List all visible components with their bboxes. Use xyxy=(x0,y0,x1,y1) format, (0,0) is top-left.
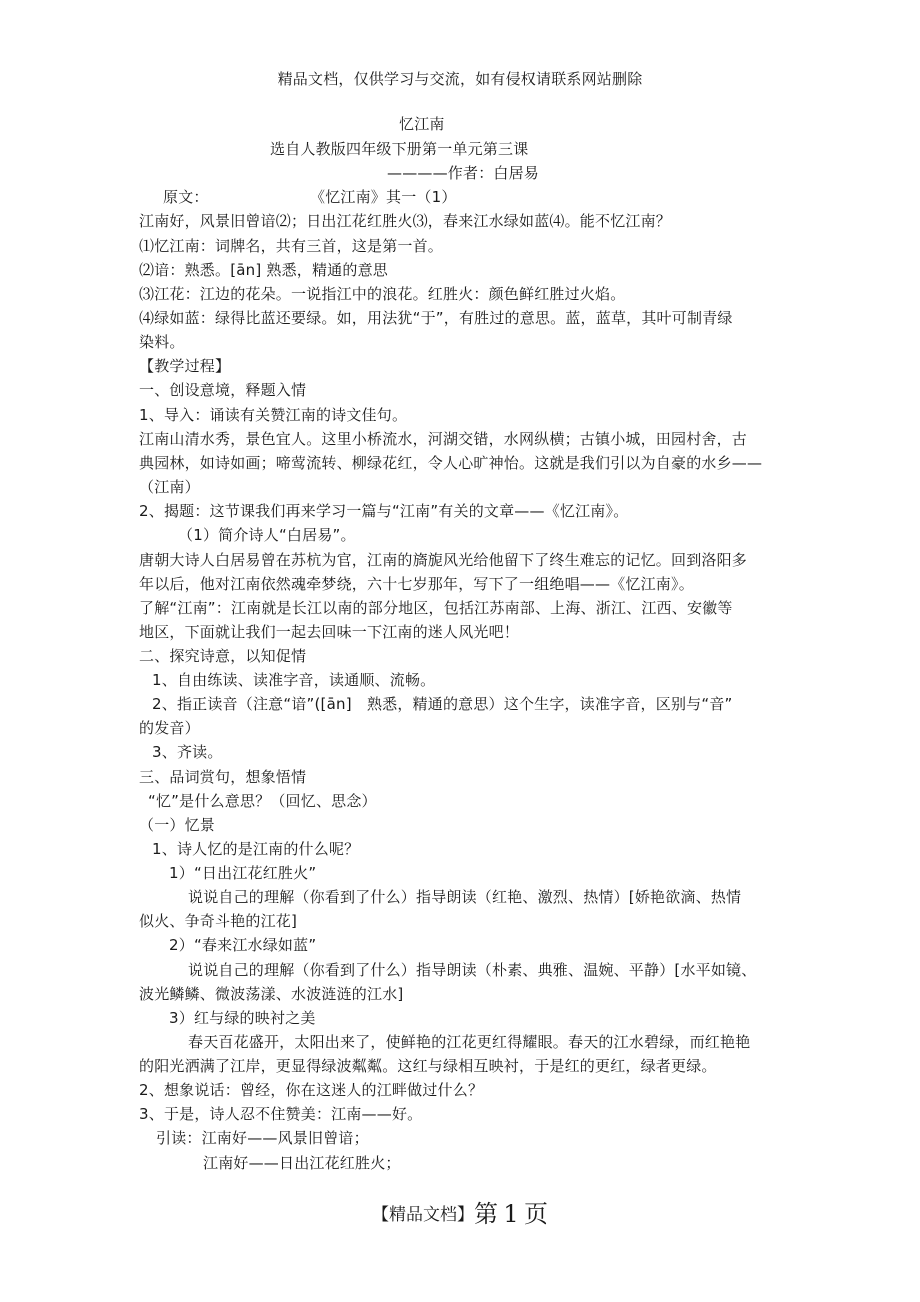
text-line: 了解“江南”：江南就是长江以南的部分地区，包括江苏南部、上海、浙江、江西、安徽等 xyxy=(139,599,733,617)
note-2: ⑵谙：熟悉。[ān] 熟悉，精通的意思 xyxy=(139,261,388,279)
section-heading: 【教学过程】 xyxy=(139,357,231,375)
text-line: 春天百花盛开，太阳出来了，使鲜艳的江花更红得耀眼。春天的江水碧绿，而红艳艳 xyxy=(188,1033,751,1051)
yuanwen-label: 原文： xyxy=(163,188,209,206)
page-header: 精品文档，仅供学习与交流，如有侵权请联系网站删除 xyxy=(277,70,643,88)
part-heading: 三、品词赏句，想象悟情 xyxy=(139,768,307,786)
poem-text: 江南好，风景旧曾谙⑵；日出江花红胜火⑶，春来江水绿如蓝⑷。能不忆江南？ xyxy=(139,212,672,230)
footer-bracket: 【精品文档】 xyxy=(371,1205,474,1225)
text-line: 似火、争奇斗艳的江花] xyxy=(139,912,298,930)
page-footer xyxy=(0,1194,920,1229)
doc-author: ————作者：白居易 xyxy=(387,164,540,182)
text-line: 2、指正读音（注意“谙”([ān] 熟悉，精通的意思）这个生字，读准字音，区别与“音” xyxy=(152,695,733,713)
footer-page-number: 1 xyxy=(503,1200,519,1228)
text-line: 3、于是，诗人忍不住赞美：江南——好。 xyxy=(139,1105,423,1123)
text-line: 说说自己的理解（你看到了什么）指导朗读（朴素、典雅、温婉、平静）[水平如镜、 xyxy=(188,961,757,979)
footer-page-prefix: 第 xyxy=(473,1200,498,1228)
text-line: 江南山清水秀，景色宜人。这里小桥流水，河湖交错，水网纵横；古镇小城，田园村舍，古 xyxy=(139,430,748,448)
text-line: 1、自由练读、读准字音，读通顺、流畅。 xyxy=(152,671,436,689)
text-line: 1）“日出江花红胜火” xyxy=(169,864,317,882)
text-line: 引读：江南好——风景旧曾谙； xyxy=(156,1129,369,1147)
text-line: 波光鳞鳞、微波荡漾、水波涟涟的江水] xyxy=(139,985,404,1003)
footer-page-suffix: 页 xyxy=(524,1200,549,1228)
text-line: 江南好——日出江花红胜火； xyxy=(203,1154,401,1172)
doc-source: 选自人教版四年级下册第一单元第三课 xyxy=(270,140,529,158)
text-line: （1）简介诗人“白居易”。 xyxy=(178,526,356,544)
part-heading: 二、探究诗意，以知促情 xyxy=(139,647,307,665)
text-line: （一）忆景 xyxy=(139,816,216,834)
text-line: 2、揭题：这节课我们再来学习一篇与“江南”有关的文章——《忆江南》。 xyxy=(139,502,629,520)
text-line: 2、想象说话：曾经，你在这迷人的江畔做过什么？ xyxy=(139,1081,484,1099)
text-line: 地区，下面就让我们一起去回味一下江南的迷人风光吧！ xyxy=(139,623,520,641)
text-line: （江南） xyxy=(139,478,200,496)
text-line: 典园林，如诗如画；啼莺流转、柳绿花红，令人心旷神怡。这就是我们引以为自豪的水乡—— xyxy=(139,454,763,472)
note-3: ⑶江花：江边的花朵。一说指江中的浪花。红胜火：颜色鲜红胜过火焰。 xyxy=(139,285,626,303)
text-line: 唐朝大诗人白居易曾在苏杭为官，江南的旖旎风光给他留下了终生难忘的记忆。回到洛阳多 xyxy=(139,551,748,569)
text-line: 3）红与绿的映衬之美 xyxy=(169,1009,316,1027)
text-line: 3、齐读。 xyxy=(152,743,223,761)
note-4-cont: 染料。 xyxy=(139,333,185,351)
part-heading: 一、创设意境，释题入情 xyxy=(139,381,307,399)
note-4: ⑷绿如蓝：绿得比蓝还要绿。如，用法犹“于”，有胜过的意思。蓝，蓝草，其叶可制青绿 xyxy=(139,309,733,327)
text-line: 的阳光洒满了江岸，更显得绿波粼粼。这红与绿相互映衬，于是红的更红，绿者更绿。 xyxy=(139,1057,717,1075)
text-line: 2）“春来江水绿如蓝” xyxy=(169,936,317,954)
text-line: 1、导入：诵读有关赞江南的诗文佳句。 xyxy=(139,406,408,424)
text-line: 说说自己的理解（你看到了什么）指导朗读（红艳、激烈、热情）[娇艳欲滴、热情 xyxy=(188,888,742,906)
note-1: ⑴忆江南：词牌名，共有三首，这是第一首。 xyxy=(139,237,444,255)
text-line: 1、诗人忆的是江南的什么呢？ xyxy=(152,840,360,858)
doc-title: 忆江南 xyxy=(399,115,445,133)
text-line: “忆”是什么意思？（回忆、思念） xyxy=(148,792,377,810)
text-line: 的发音） xyxy=(139,719,200,737)
text-line: 年以后，他对江南依然魂牵梦绕，六十七岁那年，写下了一组绝唱——《忆江南》。 xyxy=(139,575,694,593)
poem-name: 《忆江南》其一（1） xyxy=(310,188,457,206)
